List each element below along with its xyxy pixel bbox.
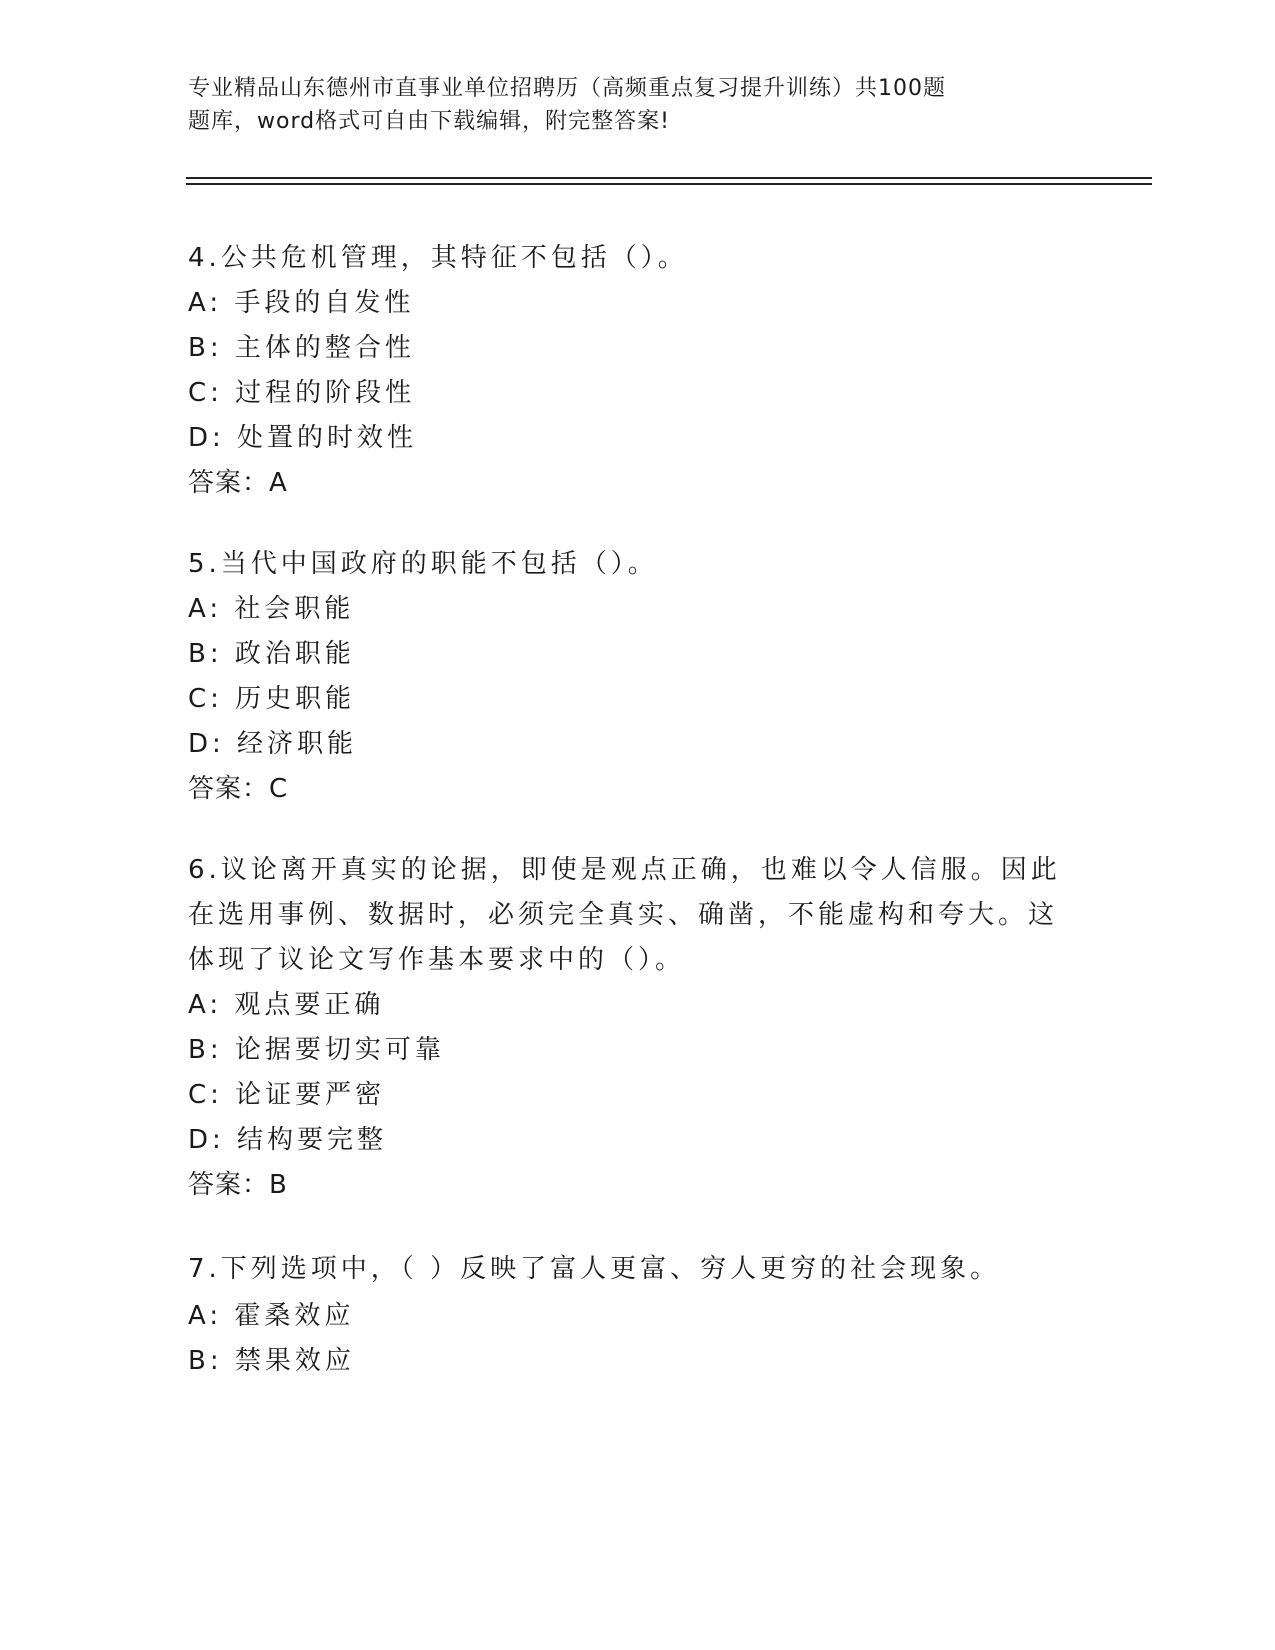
option-c: C: 论证要严密	[188, 1080, 386, 1110]
option-d: D: 结构要完整	[188, 1125, 388, 1155]
question-stem: 5.当代中国政府的职能不包括（）。	[188, 549, 658, 579]
question-stem: 6.议论离开真实的论据，即使是观点正确，也难以令人信服。因此在选用事例、数据时，必须完全真实、确凿，不能虚构和夸大。这体现了议论文写作基本要求中的（）。	[188, 855, 1061, 975]
answer: 答案：B	[188, 1170, 288, 1200]
option-a: A: 观点要正确	[188, 990, 385, 1020]
answer: 答案：C	[188, 774, 289, 804]
document-header	[188, 72, 1048, 138]
option-d: D: 经济职能	[188, 729, 358, 759]
option-a: A: 霍桑效应	[188, 1301, 355, 1331]
option-a: A: 手段的自发性	[188, 288, 415, 318]
option-a: A: 社会职能	[188, 594, 355, 624]
option-b: B: 论据要切实可靠	[188, 1035, 445, 1065]
question-5	[188, 542, 1068, 812]
option-b: B: 禁果效应	[188, 1346, 355, 1376]
option-b: B: 主体的整合性	[188, 333, 415, 363]
header-line-2: 题库，word格式可自由下载编辑，附完整答案!	[188, 109, 670, 134]
answer: 答案：A	[188, 468, 288, 498]
question-6	[188, 848, 1068, 1208]
option-b: B: 政治职能	[188, 639, 355, 669]
question-7	[188, 1244, 1068, 1384]
question-list	[188, 236, 1068, 1420]
option-d: D: 处置的时效性	[188, 423, 418, 453]
header-line-1: 专业精品山东德州市直事业单位招聘历（高频重点复习提升训练）共100题	[188, 76, 946, 101]
header-rule-bottom	[186, 183, 1152, 185]
option-c: C: 历史职能	[188, 684, 356, 714]
question-4	[188, 236, 1068, 506]
question-stem: 4.公共危机管理，其特征不包括（）。	[188, 243, 688, 273]
header-rule-top	[186, 177, 1152, 179]
question-stem: 7.下列选项中，（ ）反映了富人更富、穷人更穷的社会现象。	[188, 1254, 1001, 1284]
option-c: C: 过程的阶段性	[188, 378, 416, 408]
